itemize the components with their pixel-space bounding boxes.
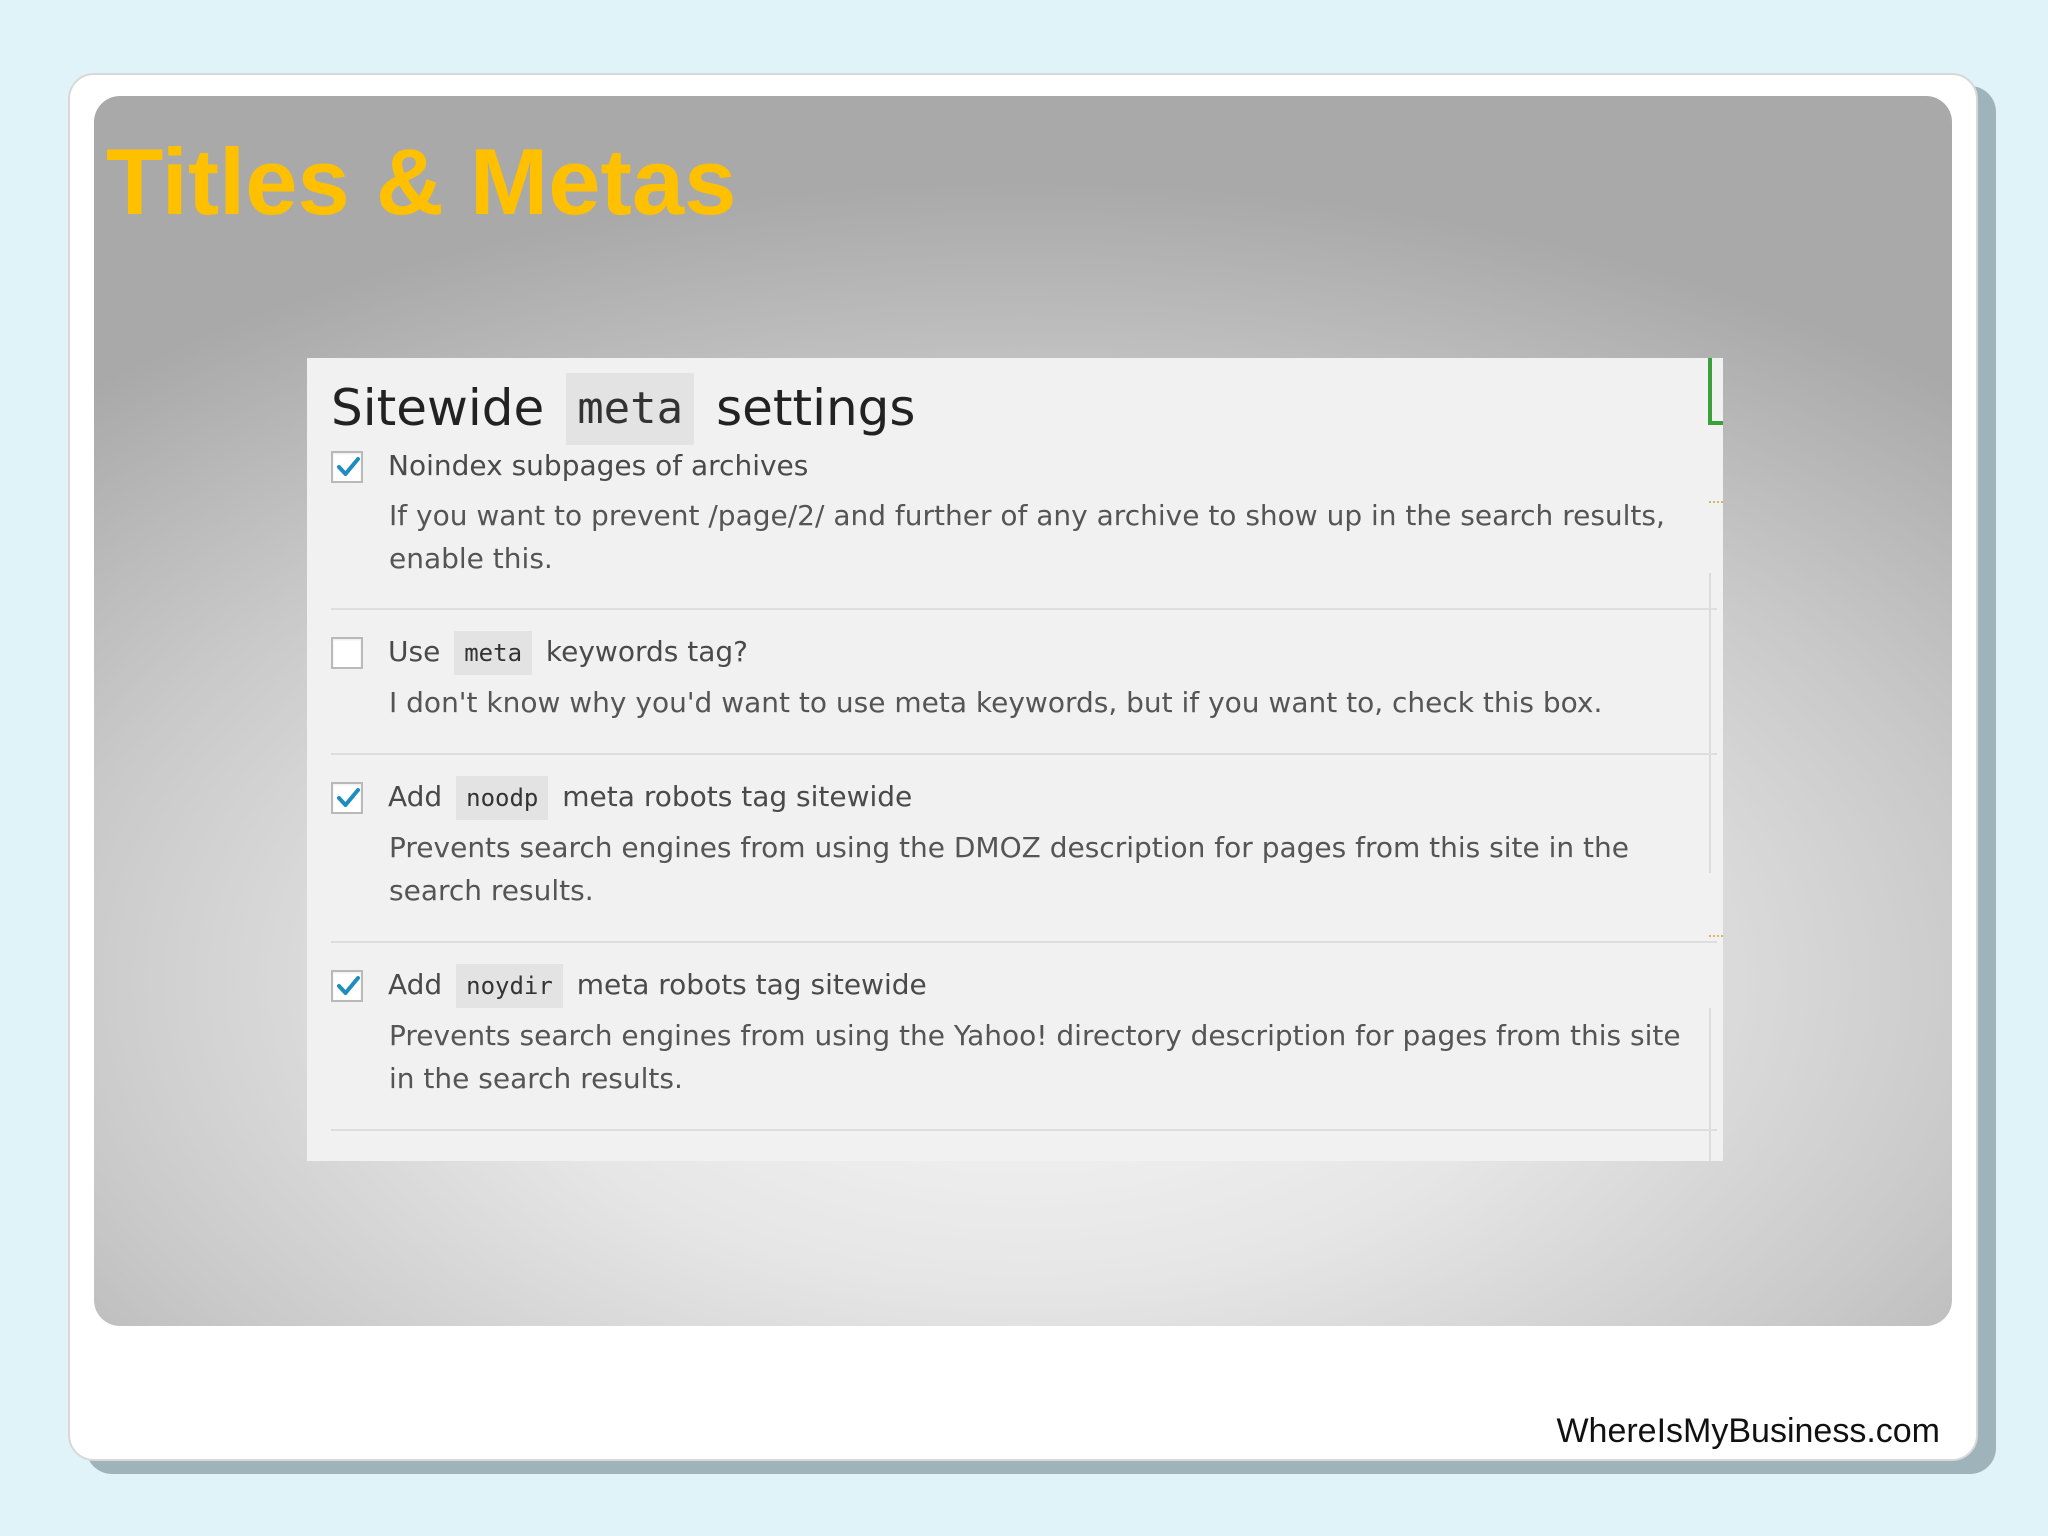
noindex-subpages-description: If you want to prevent /page/2/ and further of any archive to show up in the search results, enable this. xyxy=(389,499,1665,575)
option-label-text: Use xyxy=(388,635,441,668)
slide-title: Titles & Metas xyxy=(106,129,737,234)
option-label-code: meta xyxy=(454,631,532,675)
panel-heading xyxy=(331,368,915,448)
meta-keywords-checkbox[interactable] xyxy=(331,637,363,669)
noodp-description: Prevents search engines from using the DMOZ description for pages from this site in the search results. xyxy=(389,831,1630,907)
heading-text: settings xyxy=(716,379,916,437)
option-label-text: Add xyxy=(388,780,443,813)
option-label-code: noodp xyxy=(456,776,548,820)
noindex-subpages-label[interactable] xyxy=(388,446,808,486)
dotted-marker xyxy=(1709,935,1723,937)
noodp-checkbox[interactable] xyxy=(331,782,363,814)
green-accent-bar xyxy=(1708,358,1723,425)
option-label-text: Noindex subpages of archives xyxy=(388,449,809,482)
noindex-subpages-checkbox[interactable] xyxy=(331,451,363,483)
heading-code: meta xyxy=(566,373,694,445)
settings-screenshot xyxy=(307,358,1723,1161)
option-divider xyxy=(331,753,1717,755)
footer-website: WhereIsMyBusiness.com xyxy=(1556,1412,1940,1450)
option-label-text: keywords tag? xyxy=(545,635,749,668)
checkmark-icon xyxy=(335,454,361,480)
option-divider xyxy=(331,608,1717,610)
option-label-text: Add xyxy=(388,968,443,1001)
meta-keywords-description: I don't know why you'd want to use meta keywords, but if you want to, check this box. xyxy=(389,686,1603,719)
option-label-code: noydir xyxy=(456,964,563,1008)
noydir-label[interactable] xyxy=(388,964,927,1008)
option-divider xyxy=(331,941,1717,943)
noydir-description: Prevents search engines from using the Yahoo! directory description for pages from this site in the search results. xyxy=(389,1019,1681,1095)
meta-keywords-label[interactable] xyxy=(388,631,748,675)
noodp-label[interactable] xyxy=(388,776,912,820)
option-divider xyxy=(331,1129,1717,1131)
checkmark-icon xyxy=(335,785,361,811)
noydir-checkbox[interactable] xyxy=(331,970,363,1002)
option-label-text: meta robots tag sitewide xyxy=(576,968,927,1001)
side-border xyxy=(1709,1008,1711,1161)
heading-text: Sitewide xyxy=(331,379,545,437)
option-label-text: meta robots tag sitewide xyxy=(562,780,913,813)
side-border xyxy=(1709,573,1711,873)
checkmark-icon xyxy=(335,973,361,999)
dotted-marker xyxy=(1709,501,1723,503)
